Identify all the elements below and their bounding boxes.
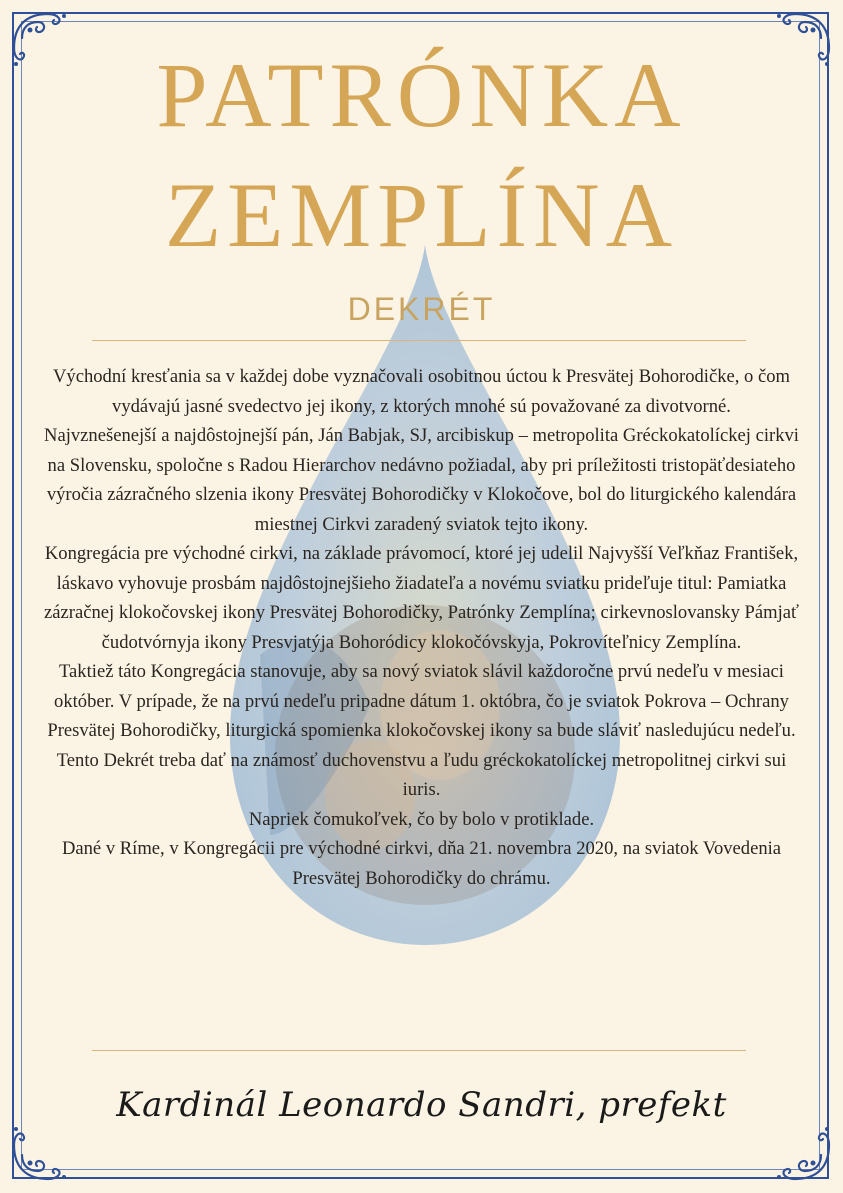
paragraph: Východní kresťania sa v každej dobe vyznačovali osobitnou úctou k Presvätej Bohorodičke, o čom vydávajú jasné svedectvo jej ikony, z ktorých mnohé sú považované za divotvorné. (52, 366, 791, 417)
divider-bottom (92, 1050, 746, 1051)
paragraph: Napriek čomukoľvek, čo by bolo v protiklade. (248, 808, 595, 830)
paragraph: Taktiež táto Kongregácia stanovuje, aby sa nový sviatok slávil každoročne prvú nedeľu v mesiaci október. V prípade, že na prvú nedeľu pripadne dátum 1. októbra, čo je sviatok Pokrova – Ochrany Presvätej Bohorodičky, liturgická spomienka klokočovskej ikony sa bude sláviť nasledujúcu nedeľu. (47, 661, 796, 741)
paragraph: Najvznešenejší a najdôstojnejší pán, Ján Babjak, SJ, arcibiskup – metropolita Gréckokatolíckej cirkvi na Slovensku, spoločne s Radou Hierarchov nedávno požiadal, aby pri príležitosti tristopäťdesiateho výročia zázračného slzenia ikony Presvätej Bohorodičky v Klokočove, bol do liturgického kalendára miestnej Cirkvi zaradený sviatok tejto ikony. (44, 425, 799, 535)
paragraph: Dané v Ríme, v Kongregácii pre východné cirkvi, dňa 21. novembra 2020, na sviatok Vovedenia Presvätej Bohorodičky do chrámu. (61, 838, 782, 889)
document-subtitle: DEKRÉT (347, 291, 496, 327)
paragraph: Kongregácia pre východné cirkvi, na základe právomocí, ktoré jej udelil Najvyšší Veľkňaz František, láskavo vyhovuje prosbám najdôstojnejšieho žiadateľa a novému sviatku prideľuje titul: Pamiatka zázračnej klokočovskej ikony Presvätej Bohorodičky, Patrónky Zemplína; cirkevnoslovansky Pámjať čudotvórnyja ikony Presvjatýja Bohoródicy klokočóvskyja, Pokrovíteľnicy Zemplína. (44, 543, 799, 653)
decree-body (40, 362, 803, 893)
title-line-1: PATRÓNKA (156, 44, 687, 146)
title-line-2: ZEMPLÍNA (164, 164, 679, 266)
signature: Kardinál Leonardo Sandri, prefekt (116, 1085, 727, 1125)
paragraph: Tento Dekrét treba dať na známosť duchovenstvu a ľudu gréckokatolíckej metropolitnej cirkvi sui iuris. (56, 749, 787, 800)
divider-top (92, 340, 746, 341)
